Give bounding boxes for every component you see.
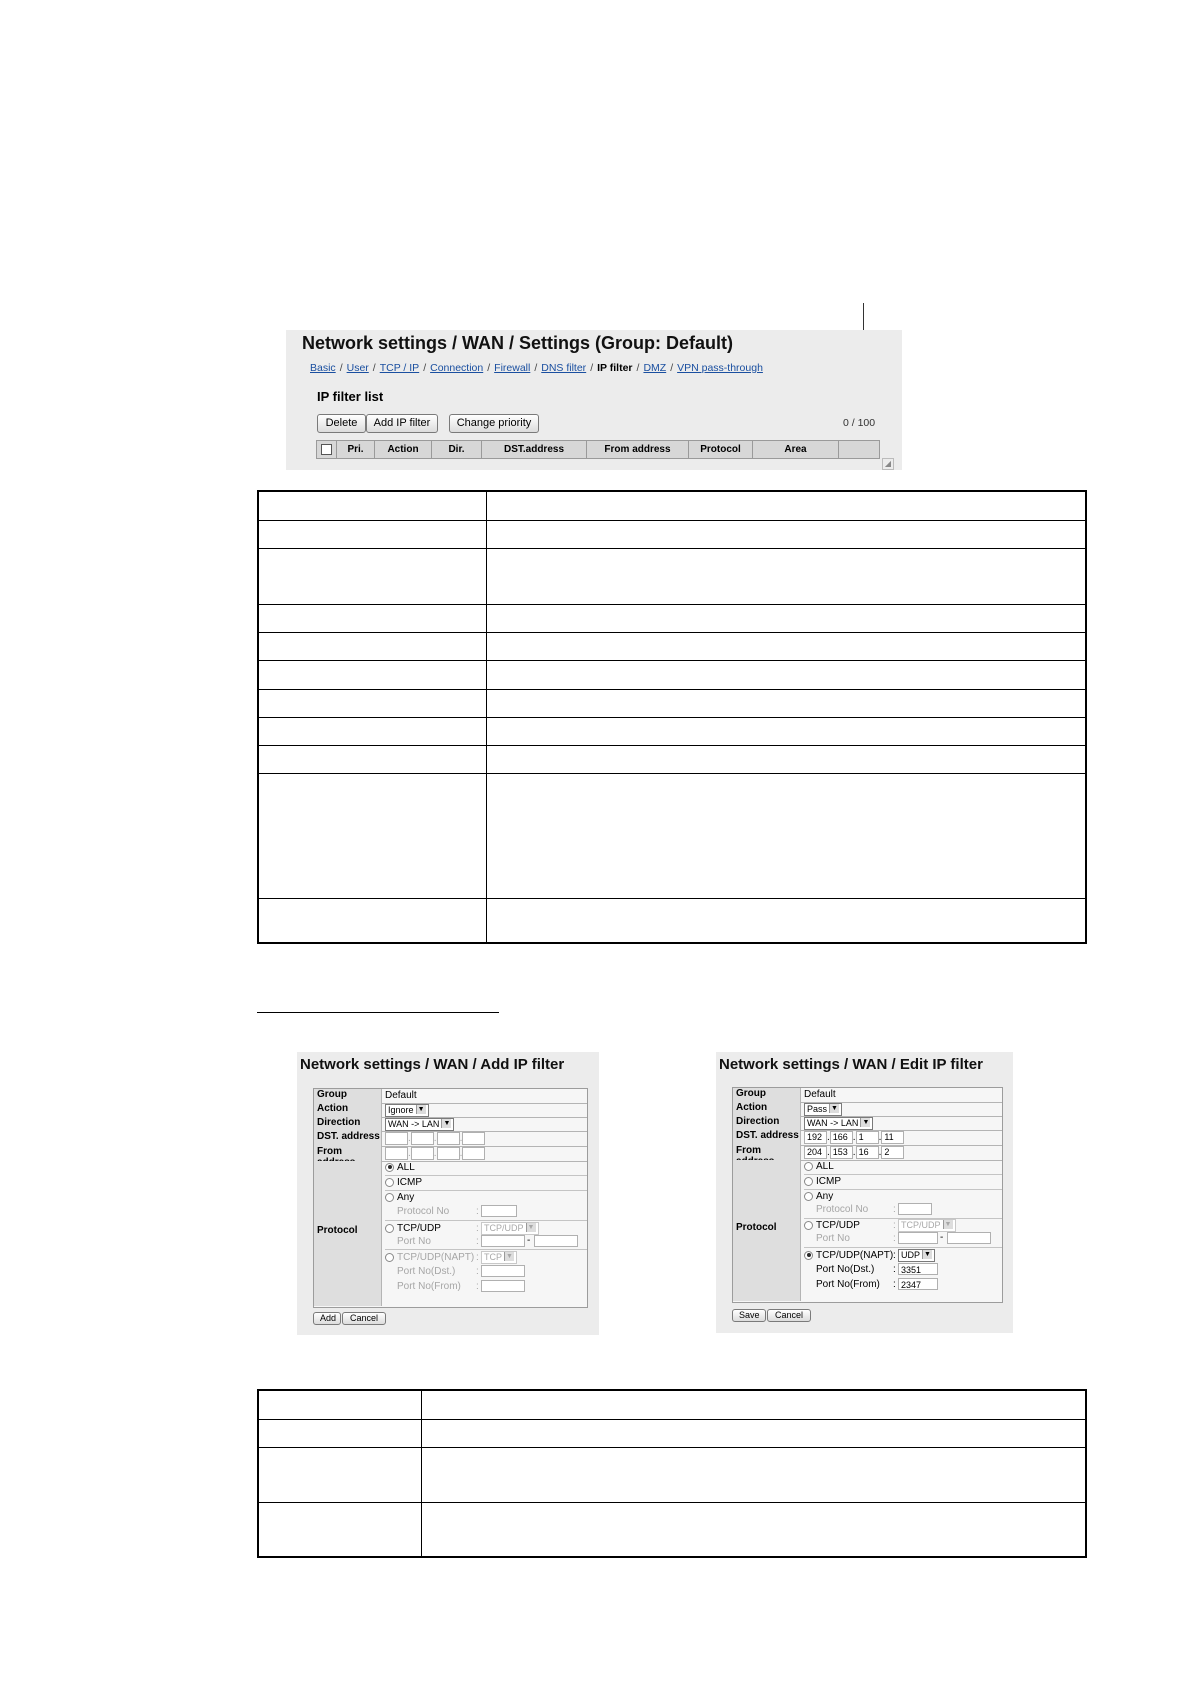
select-all-checkbox[interactable] — [321, 444, 332, 455]
col-blank — [839, 441, 877, 458]
settings-description-table — [257, 490, 1087, 944]
port-no-start-input[interactable] — [481, 1235, 525, 1247]
delete-button[interactable]: Delete — [317, 414, 366, 433]
form-description-table — [257, 1389, 1087, 1558]
add-form-title: Network settings / WAN / Add IP filter — [300, 1056, 565, 1073]
protocol-icmp-radio[interactable]: ICMP — [804, 1176, 841, 1187]
napt-select[interactable]: UDP ▼ — [898, 1249, 935, 1262]
add-ip-filter-button[interactable]: Add IP filter — [366, 414, 438, 433]
breadcrumb-separator: / — [590, 362, 594, 374]
change-priority-button[interactable]: Change priority — [449, 414, 539, 433]
protocol-any-radio[interactable]: Any — [385, 1192, 414, 1203]
tcpudp-select[interactable]: TCP/UDP ▼ — [898, 1219, 956, 1232]
port-dst-input[interactable] — [481, 1265, 525, 1277]
breadcrumb-separator: / — [487, 362, 491, 374]
breadcrumb-ip-filter: IP filter — [597, 362, 633, 374]
page-title: Network settings / WAN / Settings (Group: Default) — [302, 333, 734, 353]
section-title: IP filter list — [317, 389, 384, 404]
cancel-button[interactable]: Cancel — [342, 1312, 386, 1325]
breadcrumb-separator: / — [372, 362, 376, 374]
from-address-input[interactable]: . . . — [385, 1147, 485, 1160]
port-no-start-input[interactable] — [898, 1232, 938, 1244]
breadcrumb — [310, 362, 763, 374]
chevron-down-icon: ▼ — [441, 1119, 451, 1128]
wan-settings-screenshot — [286, 330, 902, 470]
edit-form-title: Network settings / WAN / Edit IP filter — [719, 1056, 983, 1073]
protocol-all-radio[interactable]: ALL — [385, 1162, 415, 1173]
chevron-down-icon: ▼ — [416, 1105, 426, 1114]
protocol-tcpudp-radio[interactable]: TCP/UDP — [804, 1220, 860, 1231]
add-form-table: Group Default Action Ignore ▼ Direction WAN -> LAN ▼ DST. address . . . From . . . Protocol ALL ICMP Any Protocol No : TCP/UDP : TCP/UDP ▼ Port No : - TCP/UDP(NAPT) : TCP ▼ Port No(Dst.) : Port No(From) : — [313, 1088, 588, 1308]
breadcrumb-separator: / — [534, 362, 538, 374]
add-ip-filter-screenshot — [297, 1052, 599, 1335]
heading-underline — [257, 1012, 499, 1013]
col-action: Action — [375, 441, 432, 458]
port-no-end-input[interactable] — [947, 1232, 991, 1244]
dst-address-input[interactable]: 192 . 166 . 1 . 11 — [804, 1131, 904, 1144]
breadcrumb-separator: / — [339, 362, 343, 374]
protocol-icmp-radio[interactable]: ICMP — [385, 1177, 422, 1188]
port-no-end-input[interactable] — [534, 1235, 578, 1247]
save-button[interactable]: Save — [732, 1309, 766, 1322]
protocol-tcpudp-radio[interactable]: TCP/UDP — [385, 1223, 441, 1234]
protocol-no-input[interactable] — [481, 1205, 517, 1217]
chevron-down-icon: ▼ — [504, 1252, 514, 1261]
direction-select[interactable]: WAN -> LAN ▼ — [804, 1117, 873, 1130]
direction-select[interactable]: WAN -> LAN ▼ — [385, 1118, 454, 1131]
protocol-all-radio[interactable]: ALL — [804, 1161, 834, 1172]
edit-form-table: Group Default Action Pass ▼ Direction WAN -> LAN ▼ DST. address 192 . 166 . 1 . 11 From 204 . 153 . 16 . 2 Protocol ALL ICMP Any Protocol No : TCP/UDP : TCP/UDP ▼ Port No : - TCP/UDP(NAPT) : UDP ▼ Port No(Dst.) : 3351 Port No(From) : 2347 — [732, 1087, 1003, 1303]
add-button[interactable]: Add — [313, 1312, 341, 1325]
port-from-input[interactable] — [481, 1280, 525, 1292]
protocol-no-input[interactable] — [898, 1203, 932, 1215]
breadcrumb-separator: / — [670, 362, 674, 374]
action-select[interactable]: Ignore ▼ — [385, 1104, 429, 1117]
protocol-any-radio[interactable]: Any — [804, 1191, 833, 1202]
col-area: Area — [753, 441, 839, 458]
port-dst-input[interactable]: 3351 — [898, 1263, 938, 1275]
col-dst-address: DST.address — [482, 441, 587, 458]
col-protocol: Protocol — [689, 441, 753, 458]
napt-select[interactable]: TCP ▼ — [481, 1251, 517, 1264]
breadcrumb-separator: / — [423, 362, 427, 374]
breadcrumb-tcp-ip[interactable]: TCP / IP — [379, 362, 420, 374]
chevron-down-icon: ▼ — [526, 1223, 536, 1232]
filter-count: 0 / 100 — [843, 417, 876, 429]
protocol-napt-radio[interactable]: TCP/UDP(NAPT) — [385, 1252, 474, 1263]
chevron-down-icon: ▼ — [829, 1104, 839, 1113]
group-value: Default — [385, 1090, 417, 1101]
ip-filter-list-header — [316, 440, 880, 459]
col-dir: Dir. — [432, 441, 482, 458]
chevron-down-icon: ▼ — [943, 1220, 953, 1229]
tcpudp-select[interactable]: TCP/UDP ▼ — [481, 1222, 539, 1235]
col-pri: Pri. — [337, 441, 375, 458]
breadcrumb-separator: / — [636, 362, 640, 374]
cancel-button[interactable]: Cancel — [767, 1309, 811, 1322]
breadcrumb-firewall[interactable]: Firewall — [494, 362, 531, 374]
chevron-down-icon: ▼ — [922, 1250, 932, 1259]
breadcrumb-vpn-pass-through[interactable]: VPN pass-through — [677, 362, 763, 374]
dst-address-input[interactable]: . . . — [385, 1132, 485, 1145]
breadcrumb-dmz[interactable]: DMZ — [643, 362, 667, 374]
breadcrumb-connection[interactable]: Connection — [430, 362, 484, 374]
protocol-napt-radio[interactable]: TCP/UDP(NAPT) — [804, 1250, 893, 1261]
breadcrumb-user[interactable]: User — [346, 362, 369, 374]
resize-grip-icon[interactable]: ◢ — [882, 458, 894, 470]
col-from-address: From address — [587, 441, 689, 458]
breadcrumb-dns-filter[interactable]: DNS filter — [541, 362, 587, 374]
port-from-input[interactable]: 2347 — [898, 1278, 938, 1290]
chevron-down-icon: ▼ — [860, 1118, 870, 1127]
edit-ip-filter-screenshot — [716, 1052, 1013, 1333]
group-value: Default — [804, 1089, 836, 1100]
from-address-input[interactable]: 204 . 153 . 16 . 2 — [804, 1146, 904, 1159]
breadcrumb-basic[interactable]: Basic — [310, 362, 336, 374]
action-select[interactable]: Pass ▼ — [804, 1103, 842, 1116]
